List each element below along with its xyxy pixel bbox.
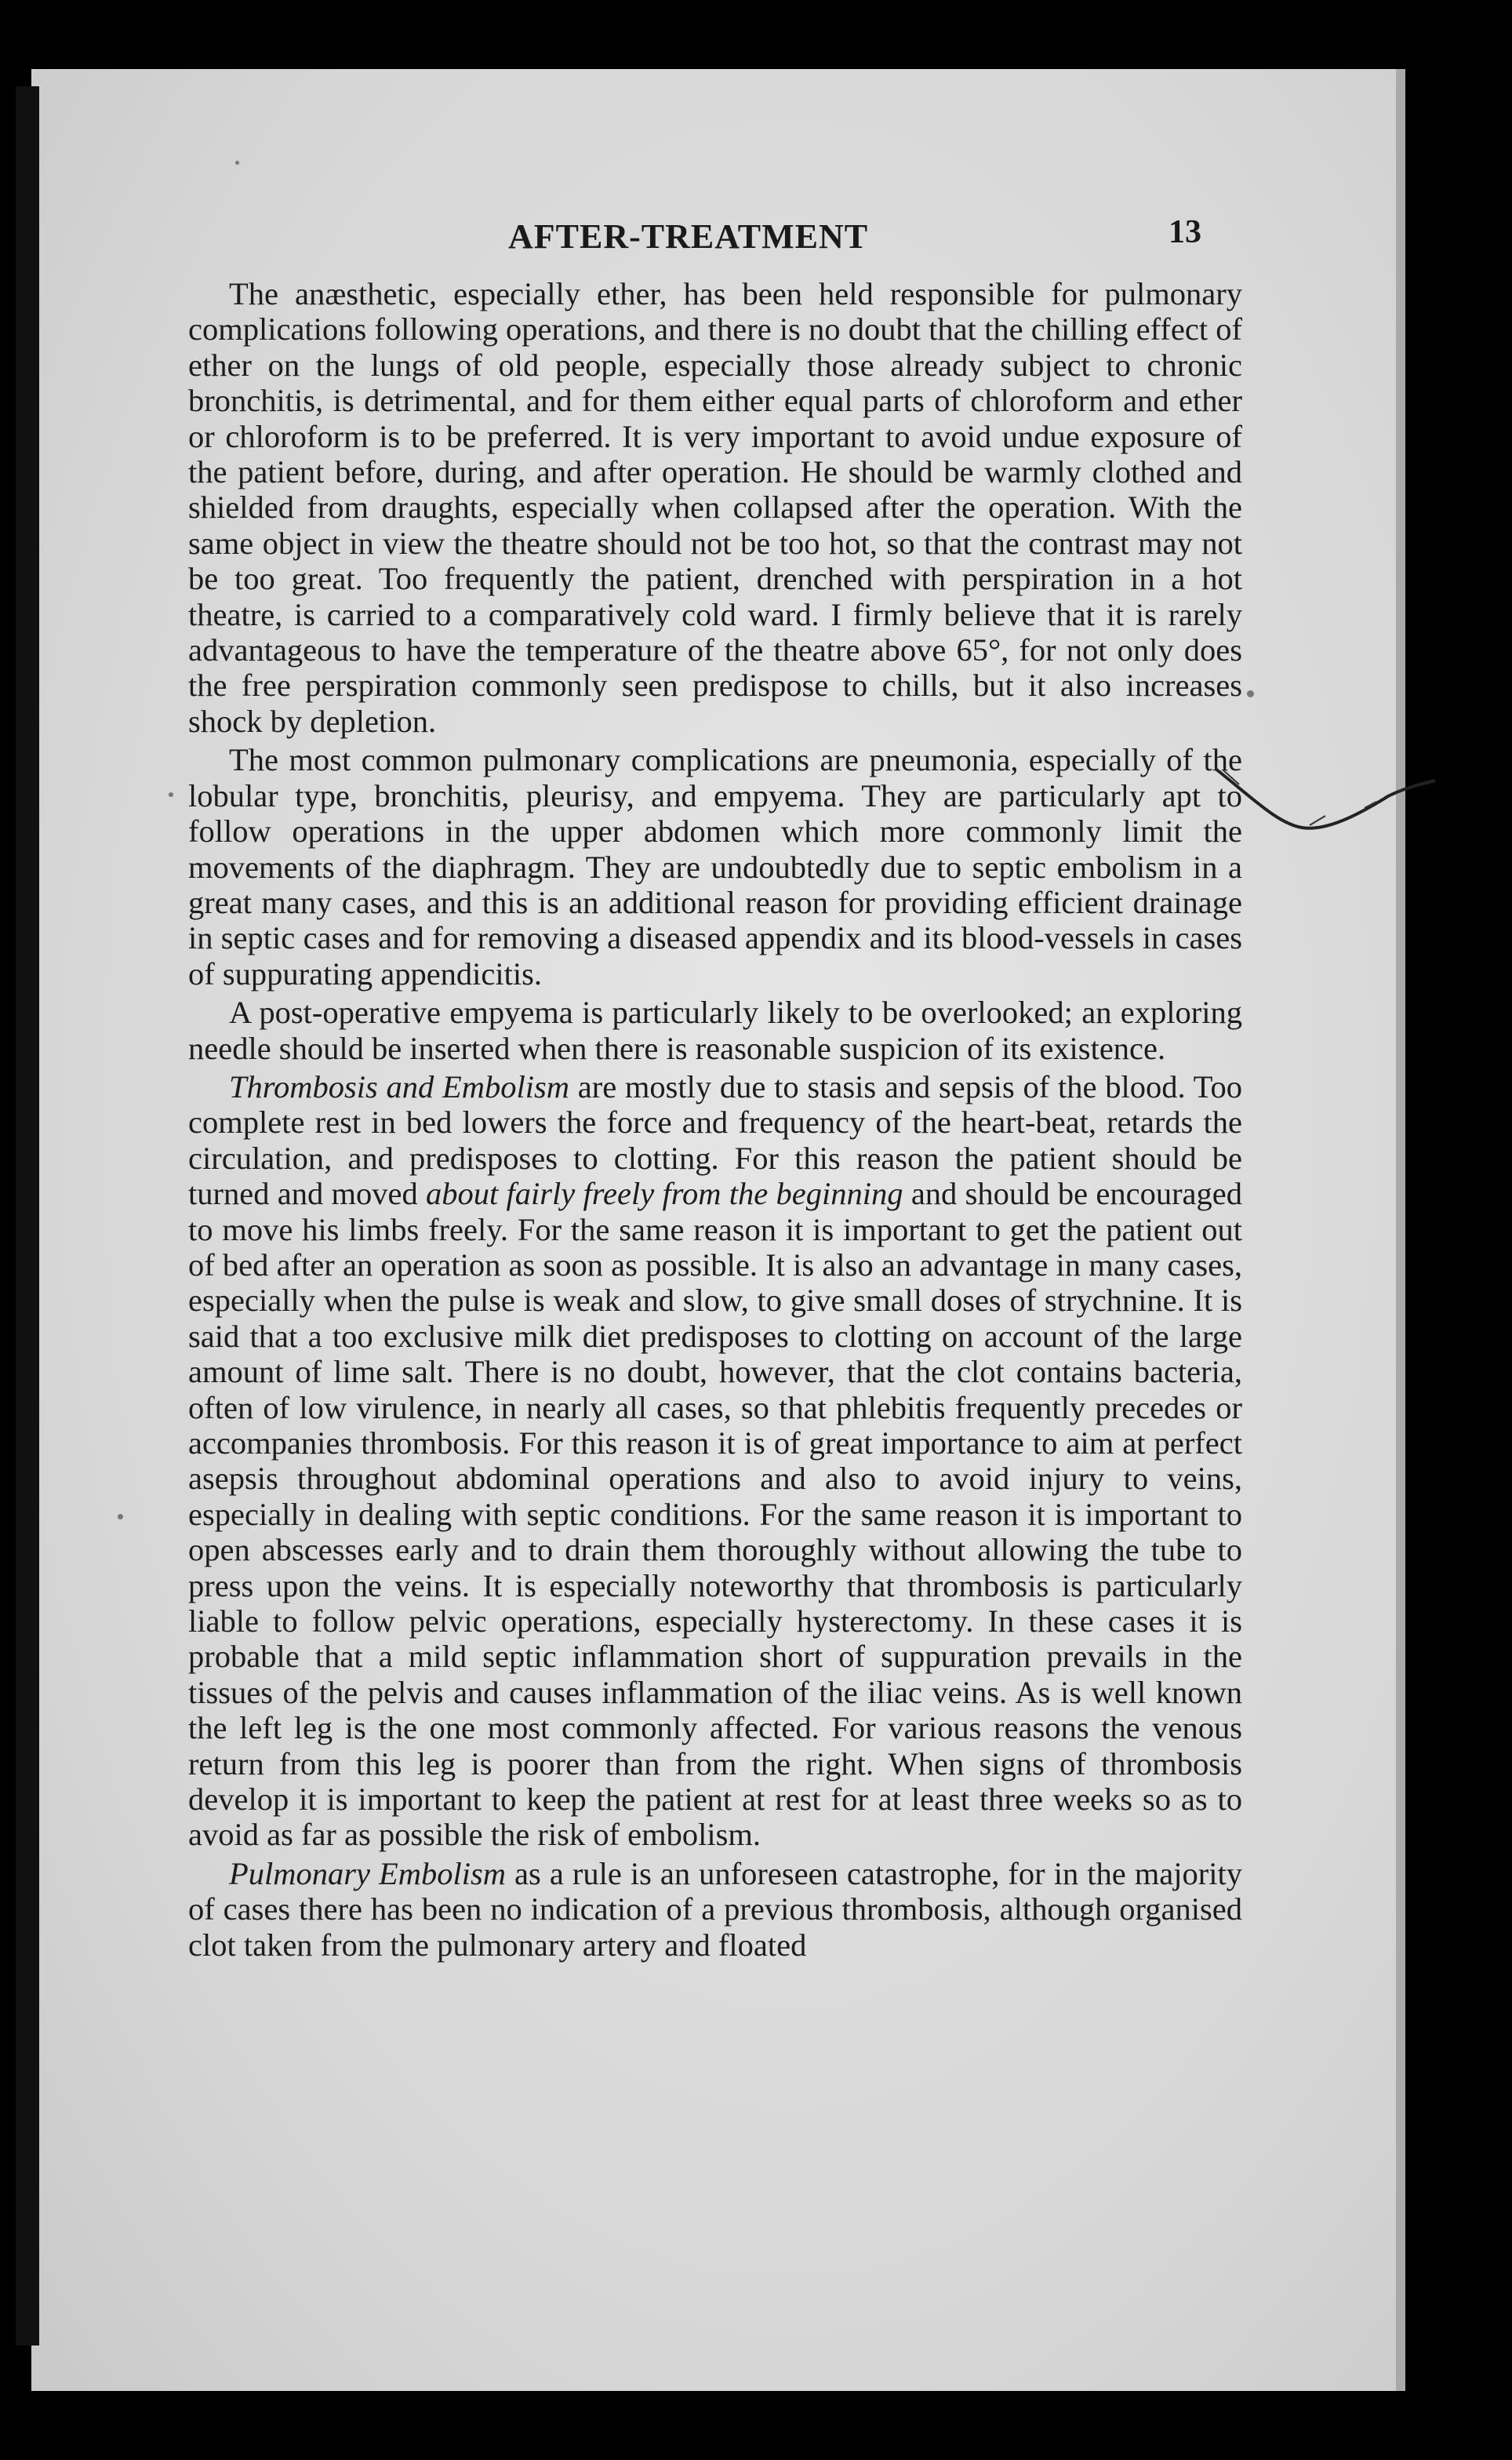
section-title-pulmonary-embolism: Pulmonary Embolism: [229, 1855, 507, 1891]
section-title-thrombosis: Thrombosis and Embolism: [229, 1068, 570, 1104]
thrombosis-text-b: and should be encouraged to move his limbs freely. For the same reason it is important to get the patient out of bed after an operation as soon as possible. It is also an advantage in many cases, especially when the pulse is weak and slow, to give small doses of strychnine. It is said that a too exclusive milk diet predisposes to clotting on account of the large amount of lime salt. There is no doubt, however, that the clot contains bacteria, often of low virulence, in nearly all cases, so that phlebitis frequently precedes or accompanies thrombosis. For this reason it is of great importance to aim at perfect asepsis throughout abdominal operations and also to avoid injury to veins, especially in dealing with septic conditions. For the same reason it is important to open abscesses early and to drain them thoroughly without allowing the tube to press upon the veins. It is especially noteworthy that thrombosis is particularly liable to follow pelvic operations, especially hysterectomy. In these cases it is probable that a mild septic inflammation short of suppuration prevails in the tissues of the pelvis and causes inflammation of the iliac veins. As is well known the left leg is the one most commonly affected. For various reasons the venous return from this leg is poorer than from the right. When signs of thrombosis develop it is important to keep the patient at rest for at least three weeks so as to avoid as far as possible the risk of embolism.: [188, 1176, 1243, 1853]
page-header: [0, 213, 1512, 268]
page-number: 13: [1169, 214, 1201, 250]
scratch-mark: [1208, 753, 1443, 863]
thrombosis-text-a: are mostly due to stasis and sepsis of the blood. Too complete rest in bed lowers the force and frequency of the heart-beat, retards the circulation, and predisposes to clotting. For this reason the patient should be turned and moved: [188, 1068, 1242, 1212]
dust-speck: [1247, 690, 1254, 697]
dust-speck: [235, 161, 239, 165]
dust-speck: [118, 1514, 123, 1519]
paragraph-empyema: A post-operative empyema is particularly likely to be overlooked; an exploring needle should be inserted when there is reasonable suspicion of its existence.: [188, 995, 1242, 1066]
pulmonary-embolism-text: as a rule is an unforeseen catastrophe, for in the majority of cases there has been no indication of a previous thrombosis, although organised clot taken from the pulmonary artery and floated: [188, 1855, 1242, 1963]
paragraph-thrombosis: [188, 1069, 1242, 1853]
paragraph-anaesthetic: The anæsthetic, especially ether, has been held responsible for pulmonary complications following operations, and there is no doubt that the chilling effect of ether on the lungs of old people, especially those already subject to chronic bronchitis, is detrimental, and for them either equal parts of chloroform and ether or chloroform is to be preferred. It is very important to avoid undue exposure of the patient before, during, and after operation. He should be warmly clothed and shielded from draughts, especially when collapsed after the operation. With the same object in view the theatre should not be too hot, so that the contrast may not be too great. Too frequently the patient, drenched with perspiration in a hot theatre, is carried to a comparatively cold ward. I firmly believe that it is rarely advantageous to have the temperature of the theatre above 65°, for not only does the free perspiration commonly seen predispose to chills, but it also increases shock by depletion.: [188, 276, 1242, 739]
running-head: AFTER-TREATMENT: [508, 217, 869, 256]
dust-speck: [169, 792, 173, 797]
page-edge: [1396, 69, 1405, 2391]
body-text: [188, 276, 1242, 1963]
paragraph-pulmonary-embolism: [188, 1856, 1242, 1963]
thrombosis-emphasis: about fairly freely from the beginning: [426, 1176, 903, 1212]
paragraph-pulmonary-complications: The most common pulmonary complications are pneumonia, especially of the lobular type, bronchitis, pleurisy, and empyema. They are particularly apt to follow operations in the upper abdomen which more commonly limit the movements of the diaphragm. They are undoubtedly due to septic embolism in a great many cases, and this is an additional reason for providing efficient drainage in septic cases and for removing a diseased appendix and its blood-vessels in cases of suppurating appendicitis.: [188, 742, 1242, 992]
page-binding-shadow: [16, 86, 39, 2345]
